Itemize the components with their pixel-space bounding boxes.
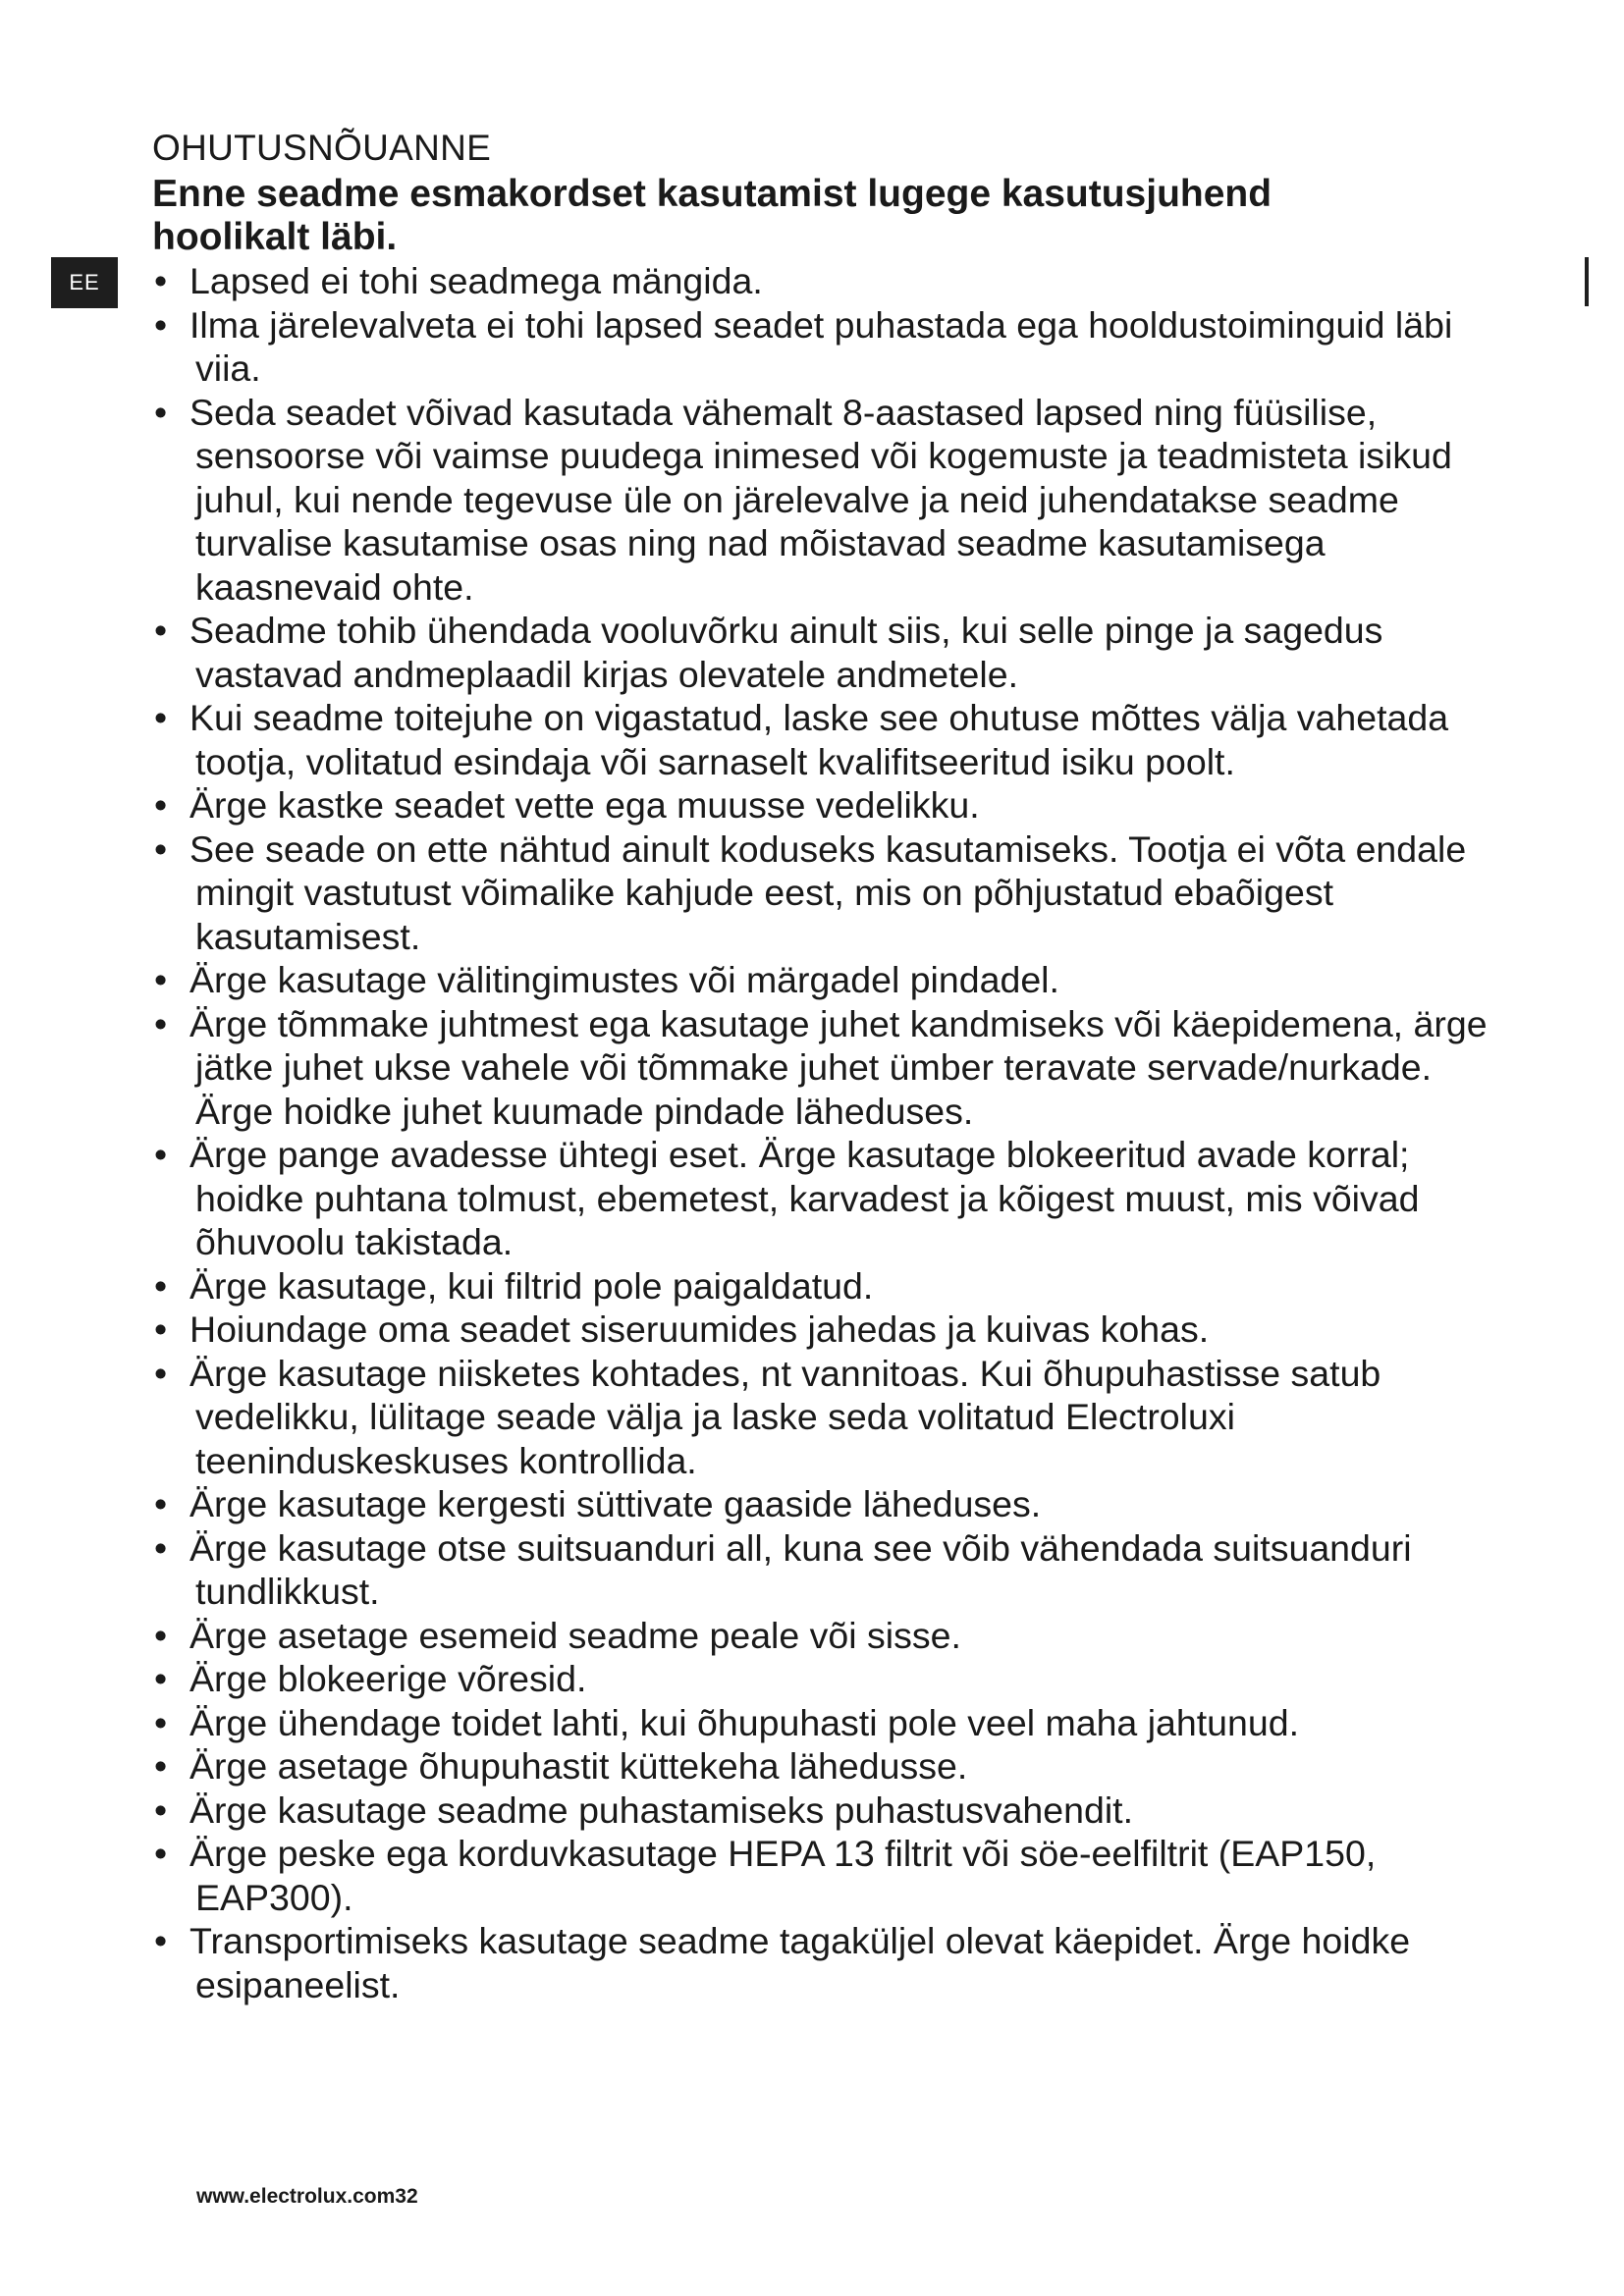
safety-section [152,126,1507,2006]
section-title: OHUTUSNÕUANNE [152,128,492,168]
footer-url-page-number: www.electrolux.com32 [196,2185,418,2208]
list-item [152,1789,1507,1833]
list-item [152,696,1507,783]
list-item-text: Seadme tohib ühendada vooluvõrku ainult siis, kui selle pinge ja sagedus vastavad andmeplaadil kirjas olevatele andmetele. [189,610,1383,695]
list-item [152,1133,1507,1264]
bullet: • [154,1614,168,1656]
list-item [152,1264,1507,1308]
list-item [152,1482,1507,1526]
list-item-text: Seda seadet võivad kasutada vähemalt 8-aastased lapsed ning füüsilise, sensoorse või vaimse puudega inimesed või kogemuste ja teadmisteta isikud juhul, kui nende tegevuse üle on järelevalve ja neid juhendatakse seadme turvalise kasutamise osas ning nad mõistavad seadme kasutamisega kaasnevaid ohte. [189,391,1452,608]
section-intro: Enne seadme esmakordset kasutamist lugege kasutusjuhend hoolikalt läbi. [152,173,1272,258]
list-item-text: Ärge kasutage kergesti süttivate gaaside läheduses. [189,1483,1042,1524]
bullet: • [154,1526,168,1569]
list-item-text: Transportimiseks kasutage seadme tagaküljel olevat käepidet. Ärge hoidke esipaneelist. [189,1920,1411,2005]
list-item [152,1352,1507,1483]
bullet: • [154,784,168,826]
bullet: • [154,1745,168,1787]
list-item [152,1614,1507,1658]
list-item [152,1919,1507,2006]
list-item-text: Ärge kasutage niisketes kohtades, nt vannitoas. Kui õhupuhastisse satub vedelikku, lülitage seade välja ja laske seda volitatud Electroluxi teeninduskeskuses kontrollida. [189,1352,1381,1481]
list-item-text: Hoiundage oma seadet siseruumides jahedas ja kuivas kohas. [189,1308,1210,1350]
list-item [152,1744,1507,1789]
page-edge-marker [1585,257,1589,306]
list-item [152,391,1507,610]
list-item-text: Kui seadme toitejuhe on vigastatud, laske see ohutuse mõttes välja vahetada tootja, volitatud esindaja või sarnaselt kvalifitseeritud isiku poolt. [189,697,1449,782]
list-item-text: See seade on ette nähtud ainult koduseks kasutamiseks. Tootja ei võta endale mingit vastutust võimalike kahjude eest, mis on põhjustatud ebaõigest kasutamisest. [189,828,1467,957]
list-item [152,828,1507,959]
bullet: • [154,1002,168,1044]
bullet: • [154,1920,168,1961]
list-item-text: Ärge kasutage välitingimustes või märgadel pindadel. [189,959,1059,1000]
list-item-text: Ärge kasutage seadme puhastamiseks puhastusvahendit. [189,1789,1134,1831]
bullet: • [154,1789,168,1831]
bullet: • [154,1701,168,1743]
list-item [152,259,1507,303]
bullet: • [154,1308,168,1350]
list-item [152,1657,1507,1701]
list-item-text: Ilma järelevalveta ei tohi lapsed seadet puhastada ega hooldustoiminguid läbi viia. [189,303,1453,389]
list-item-text: Ärge asetage õhupuhastit küttekeha lähedusse. [189,1745,968,1787]
bullet: • [154,697,168,738]
list-item-text: Ärge blokeerige võresid. [189,1658,587,1699]
list-item-text: Ärge kasutage, kui filtrid pole paigaldatud. [189,1264,874,1307]
list-item-text: Ärge kasutage otse suitsuanduri all, kuna see võib vähendada suitsuanduri tundlikkust. [189,1526,1412,1612]
list-item [152,1526,1507,1614]
bullet: • [154,1352,168,1394]
list-item [152,1701,1507,1745]
list-item-text: Ärge kastke seadet vette ega muusse vedelikku. [189,784,980,826]
list-item-text: Lapsed ei tohi seadmega mängida. [189,260,763,301]
list-item-text: Ärge asetage esemeid seadme peale või sisse. [189,1614,961,1656]
list-item [152,1308,1507,1352]
list-item [152,783,1507,828]
list-item [152,958,1507,1002]
safety-list [152,259,1507,2006]
bullet: • [154,303,168,346]
bullet: • [154,1658,168,1699]
bullet: • [154,959,168,1000]
bullet: • [154,1833,168,1874]
bullet: • [154,1134,168,1175]
list-item-text: Ärge ühendage toidet lahti, kui õhupuhasti pole veel maha jahtunud. [189,1701,1299,1743]
list-item-text: Ärge peske ega korduvkasutage HEPA 13 filtrit või söe-eelfiltrit (EAP150, EAP300). [189,1833,1377,1918]
bullet: • [154,610,168,651]
list-item [152,303,1507,391]
bullet: • [154,391,168,433]
language-tab: EE [51,257,118,308]
bullet: • [154,828,168,870]
bullet: • [154,1483,168,1524]
list-item [152,1002,1507,1134]
list-item [152,1832,1507,1919]
bullet: • [154,260,168,301]
list-item-text: Ärge tõmmake juhtmest ega kasutage juhet kandmiseks või käepidemena, ärge jätke juhet ukse vahele või tõmmake juhet ümber teravate servade/nurkade. Ärge hoidke juhet kuumade pindade läheduses. [189,1002,1488,1132]
bullet: • [154,1264,168,1307]
list-item [152,609,1507,696]
list-item-text: Ärge pange avadesse ühtegi eset. Ärge kasutage blokeeritud avade korral; hoidke puhtana tolmust, ebemetest, karvadest ja kõigest muust, mis võivad õhuvoolu takistada. [189,1134,1420,1262]
